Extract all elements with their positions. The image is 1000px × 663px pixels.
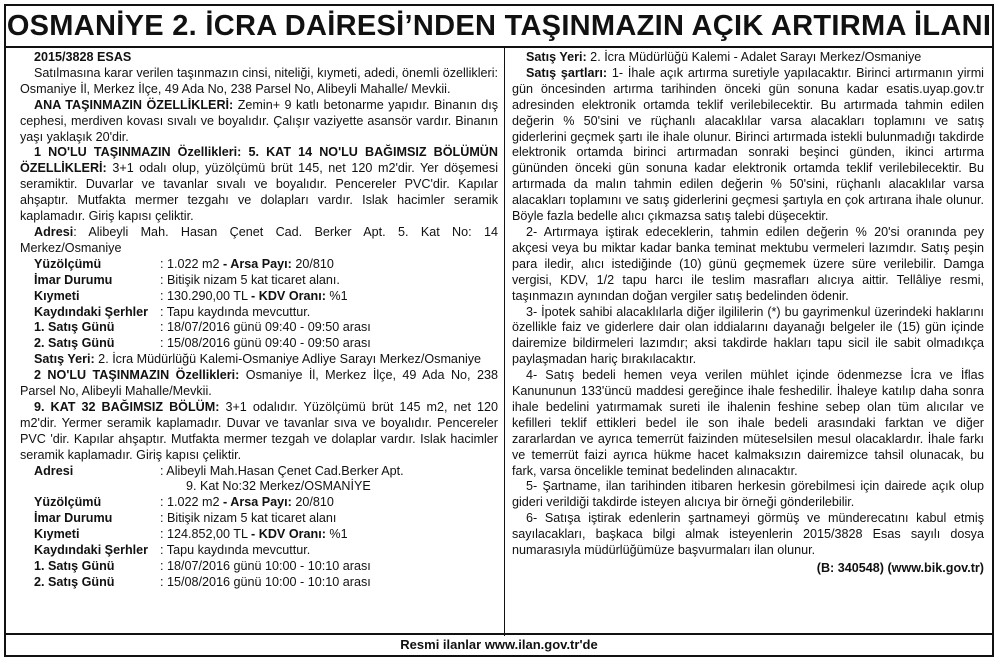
page-title: OSMANİYE 2. İCRA DAİRESİ’NDEN TAŞINMAZIN AÇIK ARTIRMA İLANI <box>6 6 992 48</box>
detail-label: Yüzölçümü <box>34 256 102 271</box>
sale-place <box>512 50 984 66</box>
detail-label: Kaydındaki Şerhler <box>34 543 149 558</box>
detail-label: 2. Satış Günü <box>34 574 115 589</box>
detail-row <box>20 305 498 321</box>
conditions-paragraph-2: 2- Artırmaya iştirak edeceklerin, tahmin edilen değerin % 20'si oranında pey akçesi veya bu miktar kadar banka teminat mektubu vermeleri lazımdır. Satış peşin para iledir, alıcı istediğinde (10) günü geçmemek üzere süre verilebilir. Damga vergisi, KDV, 1/2 tapu harcı ile teslim masrafları alıcıya aittir. Tellâliye resmi, taşınmazın aynından doğan vergiler satış bedelinden ödenir. <box>512 224 984 303</box>
detail-value: : 1.022 m2 <box>160 256 224 271</box>
property-2-details <box>20 464 498 591</box>
property-1-sale-place <box>20 352 498 368</box>
sale-place-value: 2. İcra Müdürlüğü Kalemi-Osmaniye Adliye Sarayı Merkez/Osmaniye <box>94 352 482 367</box>
sale-place-label: Satış Yeri: <box>34 352 95 367</box>
detail-label: İmar Durumu <box>34 272 113 287</box>
detail-row <box>20 495 498 511</box>
property-1-address <box>20 225 498 257</box>
detail-value: : 130.290,00 TL <box>160 288 252 303</box>
detail-value: : 18/07/2016 günü 09:40 - 09:50 arası <box>160 320 371 335</box>
property-2-unit-text: 3+1 odalıdır. Yüzölçümü brüt 145 m2, net 120 m2'dir. Yermer seramik kaplamadır. Duvar ve tavanlar sıva ve boyalıdır. Pencereler PVC 'dir. Kapılar ahşaptır. Mutfakta mermer tezgah ve dolaplar vardır. Islak hacimler seramik kaplamadır. Giriş kapısı çeliktir. <box>20 399 498 462</box>
property-2-unit-paragraph <box>20 400 498 464</box>
detail-row <box>20 336 498 352</box>
property-1-details <box>20 257 498 352</box>
detail-label: Kıymeti <box>34 288 80 303</box>
detail-rest: 20/810 <box>291 495 334 510</box>
detail-bold: - KDV Oranı: <box>251 527 326 542</box>
property-1-label: 1 NO'LU TAŞINMAZIN Özellikleri: 5. KAT 14 NO'LU BAĞIMSIZ BÖLÜMÜN ÖZELLİKLERİ: <box>20 145 498 176</box>
detail-label: 1. Satış Günü <box>34 559 115 573</box>
conditions-paragraph-5: 5- Şartname, ilan tarihinden itibaren herkesin görebilmesi için dairede açık olup gideri verildiği takdirde isteyen alıcıya bir örneği gönderilebilir. <box>512 479 984 510</box>
detail-row <box>20 464 498 480</box>
detail-value: : 18/07/2016 günü 10:00 - 10:10 arası <box>160 559 371 573</box>
detail-value: : 124.852,00 TL <box>160 527 252 542</box>
detail-bold: - KDV Oranı: <box>251 288 326 303</box>
detail-value: : 1.022 m2 <box>160 495 224 510</box>
detail-row <box>20 575 498 591</box>
detail-row <box>20 273 498 289</box>
footer-note: Resmi ilanlar www.ilan.gov.tr'de <box>6 633 992 655</box>
property-2-text: Osmaniye İl, Merkez İlçe, 49 Ada No, 238 Parsel No, Alibeyli Mahalle/Mevkii. <box>20 368 498 399</box>
detail-value: : Tapu kaydında mevcuttur. <box>160 543 311 558</box>
detail-rest: %1 <box>325 527 348 542</box>
detail-row <box>20 527 498 543</box>
property-1-address-label: Adresi <box>34 224 74 239</box>
property-2-label: 2 NO'LU TAŞINMAZIN Özellikleri: <box>34 368 240 383</box>
detail-label: 1. Satış Günü <box>34 320 115 335</box>
property-1-paragraph <box>20 145 498 225</box>
detail-row <box>20 289 498 305</box>
detail-value: : 15/08/2016 günü 09:40 - 09:50 arası <box>160 336 371 351</box>
property-2-unit-label: 9. KAT 32 BAĞIMSIZ BÖLÜM: <box>34 399 220 414</box>
property-1-text: 3+1 odalı olup, yüzölçümü brüt 145, net 120 m2'dir. Yer döşemesi seramiktir. Duvarlar ve tavanlar sıvalı ve boyalıdır. Pencereler PVC'dir. Kapılar ahşaptır. Mutfakta mermer tezgahı ve dolapları vardır. Islak hacimler seramik kaplamadır. Giriş kapısı çeliktir. <box>20 161 498 224</box>
announcement-frame <box>4 4 994 657</box>
detail-value: : Bitişik nizam 5 kat ticaret alanı <box>160 511 337 526</box>
detail-row <box>20 543 498 559</box>
case-number: 2015/3828 ESAS <box>34 50 132 64</box>
reference-code: (B: 340548) (www.bik.gov.tr) <box>816 561 984 575</box>
detail-label: Yüzölçümü <box>34 495 102 510</box>
detail-continuation: 9. Kat No:32 Merkez/OSMANİYE <box>186 479 371 494</box>
detail-row <box>20 257 498 273</box>
detail-value: : 15/08/2016 günü 10:00 - 10:10 arası <box>160 574 371 589</box>
detail-bold: - Arsa Payı: <box>223 495 292 510</box>
left-column <box>20 50 498 591</box>
detail-value: : Tapu kaydında mevcuttur. <box>160 304 311 319</box>
detail-row <box>20 559 498 575</box>
intro-paragraph: Satılmasına karar verilen taşınmazın cinsi, niteliği, kıymeti, adedi, önemli özellikleri: Osmaniye İl, Merkez İlçe, 49 Ada No, 238 Parsel No, Alibeyli Mahalle/ Mevkii. <box>20 65 498 96</box>
sale-place-value: 2. İcra Müdürlüğü Kalemi - Adalet Sarayı Merkez/Osmaniye <box>586 50 922 64</box>
conditions-paragraph-4: 4- Satış bedeli hemen veya verilen mühlet içinde ödenmezse İcra ve İflas Kanununun 133'üncü maddesi gereğince ihale feshedilir. İhaleye katılıp daha sonra ihale bedelini yatırmamak sureti ile ihalenin feshine sebep olan tüm alıcılar ve kefilleri teklif ettikleri bedel ile son ihale bedeli arasındaki farktan ve diğer zararlardan ve ayrıca temerrüt faizinden müteselsilen mesul olacaklardır. İhale farkı ve temerrüt faizi ayrıca hükme hacet kalmaksızın dairemizce tahsil olunacak, bu fark, varsa öncelikle teminat bedelinden alınacaktır. <box>512 368 984 478</box>
detail-bold: - Arsa Payı: <box>223 256 292 271</box>
right-column <box>512 50 984 577</box>
detail-rest: %1 <box>325 288 348 303</box>
detail-rest: 20/810 <box>291 256 334 271</box>
conditions-paragraph-1 <box>512 66 984 225</box>
conditions-text: 1- İhale açık artırma suretiyle yapılacaktır. Birinci artırmanın yirmi gün öncesinden artırma tarihinden önceki gün sonuna kadar esatis.uyap.gov.tr adresinden elektronik ortamda teklif verilebilecektir. Bu artırmada tahmin edilen değerin % 50'sini ve rüçhanlı alacaklılar varsa alacakları toplamını ve satış giderlerini geçmek şartı ile ihale olunur. Birinci artırmada istekli bulunmadığı takdirde elektronik ortamda birinci artırmadan sonraki beşinci günden, ikinci artırma gününden önceki gün sonuna kadar elektronik ortamda teklif verilebilecektir. Bu artırmada da malın tahmin edilen değerin % 50'sini, rüçhanlı alacaklılar varsa alacakları toplamını ve satış giderlerini geçmesi şartıyla en çok artırana ihale olunur. Böyle fazla bedelle alıcı çıkmazsa satış talebi düşecektir. <box>512 65 984 224</box>
detail-label: Kaydındaki Şerhler <box>34 304 149 319</box>
main-property-text: Zemin+ 9 katlı betonarme yapıdır. Binanın dış cephesi, merdiven kovası sıvalı ve boyalıdır. Çalışır vaziyette asansör vardır. Binanın yaşı yaklaşık 20'dir. <box>20 97 499 144</box>
detail-row <box>20 320 498 336</box>
detail-value: : Alibeyli Mah.Hasan Çenet Cad.Berker Apt. <box>160 463 404 478</box>
column-divider <box>504 48 505 636</box>
property-1-address-value: : Alibeyli Mah. Hasan Çenet Cad. Berker Apt. 5. Kat No: 14 Merkez/Osmaniye <box>20 224 498 255</box>
conditions-label: Satış şartları: <box>526 65 608 80</box>
property-2-paragraph <box>20 368 498 400</box>
sale-place-label: Satış Yeri: <box>526 50 587 64</box>
detail-row <box>20 511 498 527</box>
conditions-paragraph-3: 3- İpotek sahibi alacaklılarla diğer ilgililerin (*) bu gayrimenkul üzerindeki haklarını özellikle faiz ve giderlere dair olan iddialarını dayanağı belgeler ile (15) gün içinde dairemize bildirmeleri lazımdır; aksi takdirde hakları tapu sicil ile sabit olmadıkça paylaşmadan hariç bırakılacaktır. <box>512 304 984 367</box>
main-property-paragraph <box>20 98 498 146</box>
detail-label: 2. Satış Günü <box>34 336 115 351</box>
detail-label: İmar Durumu <box>34 511 113 526</box>
main-property-label: ANA TAŞINMAZIN ÖZELLİKLERİ: <box>34 97 234 112</box>
conditions-paragraph-6: 6- Satışa iştirak edenlerin şartnameyi görmüş ve münderecatını kabul etmiş sayılacakları, başkaca bilgi almak isteyenlerin 2015/3828 Esas sayılı dosya numarasıyla müdürlüğümüze başvurmaları ilan olunur. <box>512 511 984 558</box>
detail-value: : Bitişik nizam 5 kat ticaret alanı. <box>160 272 340 287</box>
detail-label: Adresi <box>34 463 74 478</box>
detail-label: Kıymeti <box>34 527 80 542</box>
